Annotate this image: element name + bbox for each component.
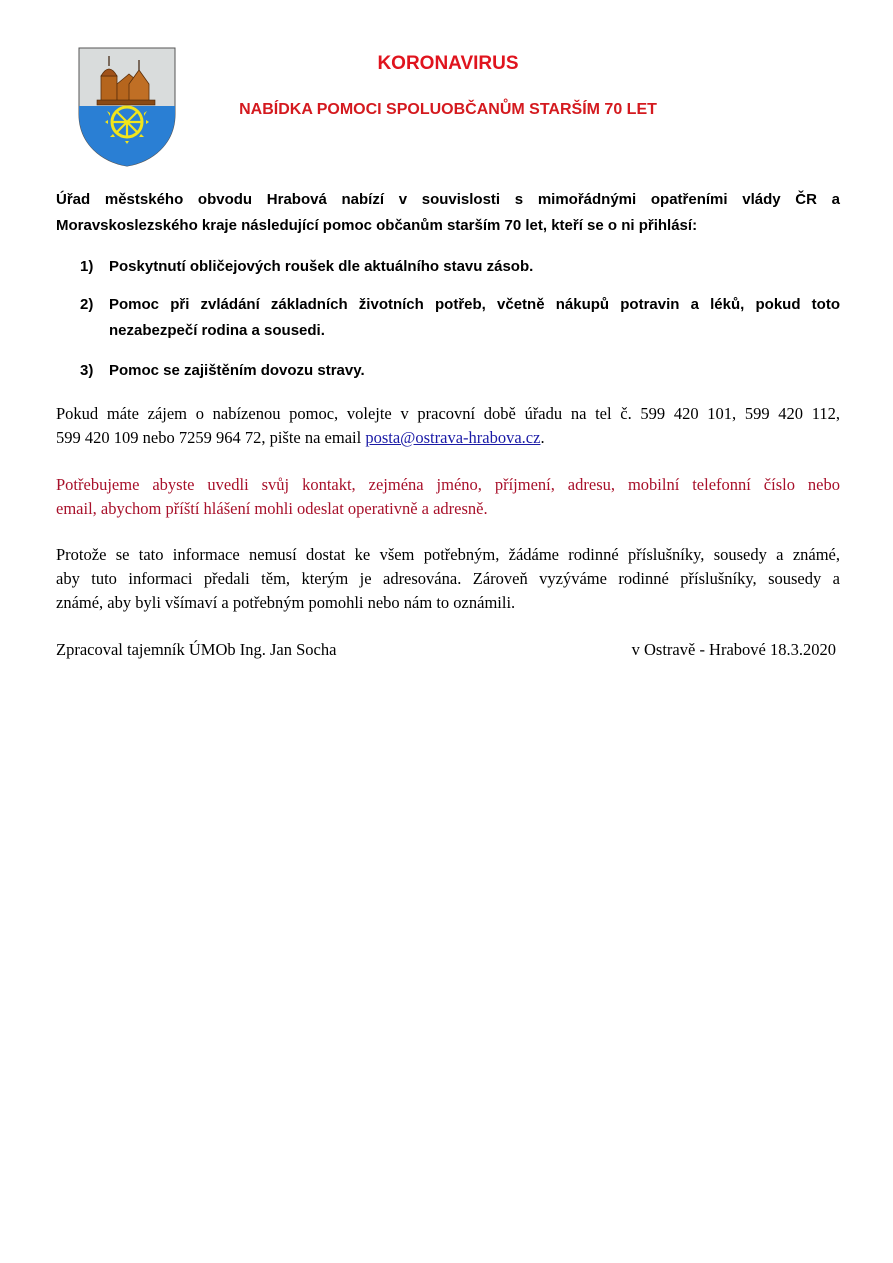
request-paragraph <box>56 473 840 521</box>
appeal-line-1: Protože se tato informace nemusí dostat ke všem potřebným, žádáme rodinné příslušníky, sousedy a známé, <box>56 545 840 564</box>
appeal-paragraph <box>56 543 840 615</box>
contact-line-2: 599 420 109 nebo 7259 964 72, pište na email posta@ostrava-hrabova.cz. <box>56 428 545 447</box>
list-number: 1) <box>80 258 94 275</box>
contact-paragraph <box>56 402 840 450</box>
list-text: Pomoc se zajištěním dovozu stravy. <box>109 362 365 379</box>
list-number: 2) <box>80 296 94 313</box>
appeal-line-2: aby tuto informaci předali těm, kterým je adresována. Zároveň vyzýváme rodinné příslušníky, sousedy a <box>56 569 840 588</box>
intro-line-1: Úřad městského obvodu Hrabová nabízí v souvislosti s mimořádnými opatřeními vlády ČR a <box>56 191 840 208</box>
contact-line-1: Pokud máte zájem o nabízenou pomoc, volejte v pracovní době úřadu na tel č. 599 420 101, 599 420 112, <box>56 404 840 423</box>
email-link[interactable]: posta@ostrava-hrabova.cz <box>365 428 541 447</box>
author-signature: Zpracoval tajemník ÚMOb Ing. Jan Socha <box>56 640 337 659</box>
list-text: Pomoc při zvládání základních životních potřeb, včetně nákupů potravin a léků, pokud toto <box>109 296 840 313</box>
request-line-1: Potřebujeme abyste uvedli svůj kontakt, zejména jméno, příjmení, adresu, mobilní telefonní číslo nebo <box>56 475 840 494</box>
list-number: 3) <box>80 362 94 379</box>
coat-of-arms-logo <box>77 44 177 168</box>
place-date: v Ostravě - Hrabové 18.3.2020 <box>631 640 836 659</box>
list-text: Poskytnutí obličejových roušek dle aktuálního stavu zásob. <box>109 258 534 275</box>
list-text: nezabezpečí rodina a sousedi. <box>109 322 325 339</box>
intro-line-2: Moravskoslezského kraje následující pomoc občanům starším 70 let, kteří se o ni přihlásí: <box>56 217 698 234</box>
document-title: KORONAVIRUS <box>377 53 519 74</box>
request-line-2: email, abychom příští hlášení mohli odeslat operativně a adresně. <box>56 499 488 518</box>
document-subtitle: NABÍDKA POMOCI SPOLUOBČANŮM STARŠÍM 70 LET <box>239 101 657 118</box>
appeal-line-3: známé, aby byli všímaví a potřebným pomohli nebo nám to oznámili. <box>56 593 516 612</box>
intro-paragraph <box>56 187 840 239</box>
